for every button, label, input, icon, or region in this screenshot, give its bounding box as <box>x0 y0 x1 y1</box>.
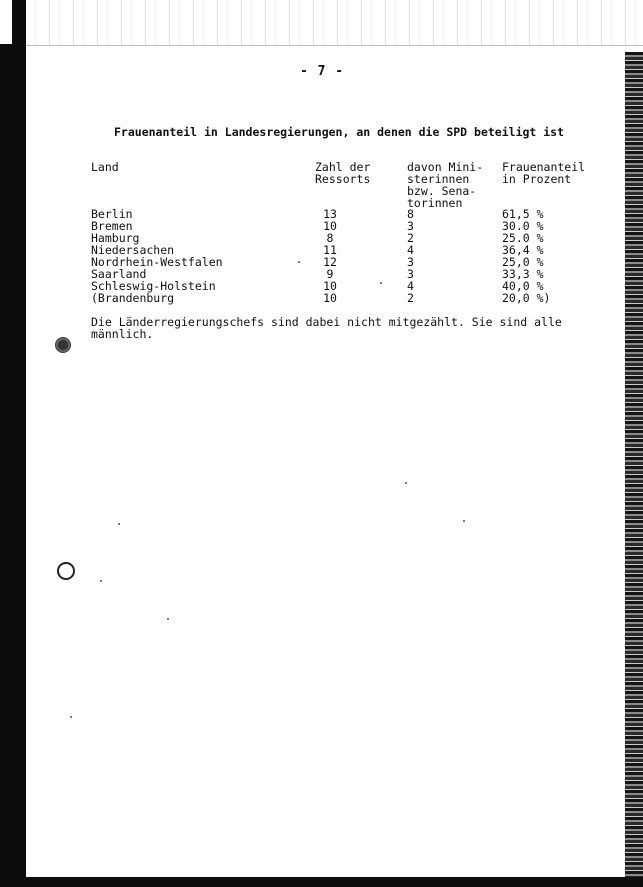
cell-ministerinnen: 4 <box>407 279 414 293</box>
header-land: Land <box>91 160 119 174</box>
page-number: - 7 - <box>300 64 345 79</box>
cell-ressorts: 10 <box>323 279 337 293</box>
cell-ressorts: 8 <box>326 231 334 245</box>
cell-frauenanteil: 20,0 %) <box>502 291 551 305</box>
cell-land: Niedersachen <box>91 243 175 257</box>
punch-hole-icon <box>55 337 71 353</box>
cell-ressorts: 13 <box>323 207 337 221</box>
header-ressorts: Zahl der Ressorts <box>315 160 371 186</box>
cell-ministerinnen: 3 <box>407 255 414 269</box>
cell-land: Bremen <box>91 219 133 233</box>
cell-ressorts: 10 <box>323 219 337 233</box>
punch-hole-icon <box>57 562 75 580</box>
scan-speck <box>100 580 102 582</box>
cell-frauenanteil: 30.0 % <box>502 219 544 233</box>
scan-bottom-border <box>0 877 643 887</box>
cell-frauenanteil: 25.0 % <box>502 231 544 245</box>
cell-land: Nordrhein-Westfalen <box>91 255 223 269</box>
header-ministerinnen: davon Mini- sterinnen bzw. Sena- torinnen <box>407 160 484 210</box>
scan-speck <box>405 482 407 484</box>
scan-speck <box>167 618 169 620</box>
cell-frauenanteil: 25,0 % <box>502 255 544 269</box>
cell-ministerinnen: 2 <box>407 291 414 305</box>
header-frauenanteil: Frauenanteil in Prozent <box>502 160 586 186</box>
scan-top-edge <box>26 45 643 46</box>
cell-ministerinnen: 4 <box>407 243 414 257</box>
cell-ministerinnen: 3 <box>407 267 414 281</box>
cell-land: Saarland <box>91 267 147 281</box>
cell-ressorts: 10 <box>323 291 337 305</box>
cell-frauenanteil: 40,0 % <box>502 279 544 293</box>
scan-speck <box>70 716 72 718</box>
cell-ministerinnen: 8 <box>407 207 414 221</box>
scan-speck <box>463 520 465 522</box>
scan-corner <box>0 0 12 44</box>
scan-right-border <box>625 52 643 877</box>
cell-land: Berlin <box>91 207 133 221</box>
cell-frauenanteil: 36,4 % <box>502 243 544 257</box>
cell-ministerinnen: 2 <box>407 231 414 245</box>
scan-speck <box>380 282 382 284</box>
footnote: Die Länderregierungschefs sind dabei nicht mitgezählt. Sie sind alle männlich. <box>91 315 562 341</box>
cell-frauenanteil: 33,3 % <box>502 267 544 281</box>
cell-land: Hamburg <box>91 231 140 245</box>
table-title: Frauenanteil in Landesregierungen, an denen die SPD beteiligt ist <box>114 125 565 139</box>
scan-speck <box>118 523 120 525</box>
cell-ressorts: 9 <box>326 267 334 281</box>
scan-speck <box>298 261 300 263</box>
cell-ministerinnen: 3 <box>407 219 414 233</box>
cell-land: (Brandenburg <box>91 291 175 305</box>
cell-ressorts: 11 <box>323 243 337 257</box>
cell-frauenanteil: 61,5 % <box>502 207 544 221</box>
scan-left-border <box>0 0 26 887</box>
cell-ressorts: 12 <box>323 255 337 269</box>
cell-land: Schleswig-Holstein <box>91 279 216 293</box>
scan-top-noise <box>26 0 643 46</box>
